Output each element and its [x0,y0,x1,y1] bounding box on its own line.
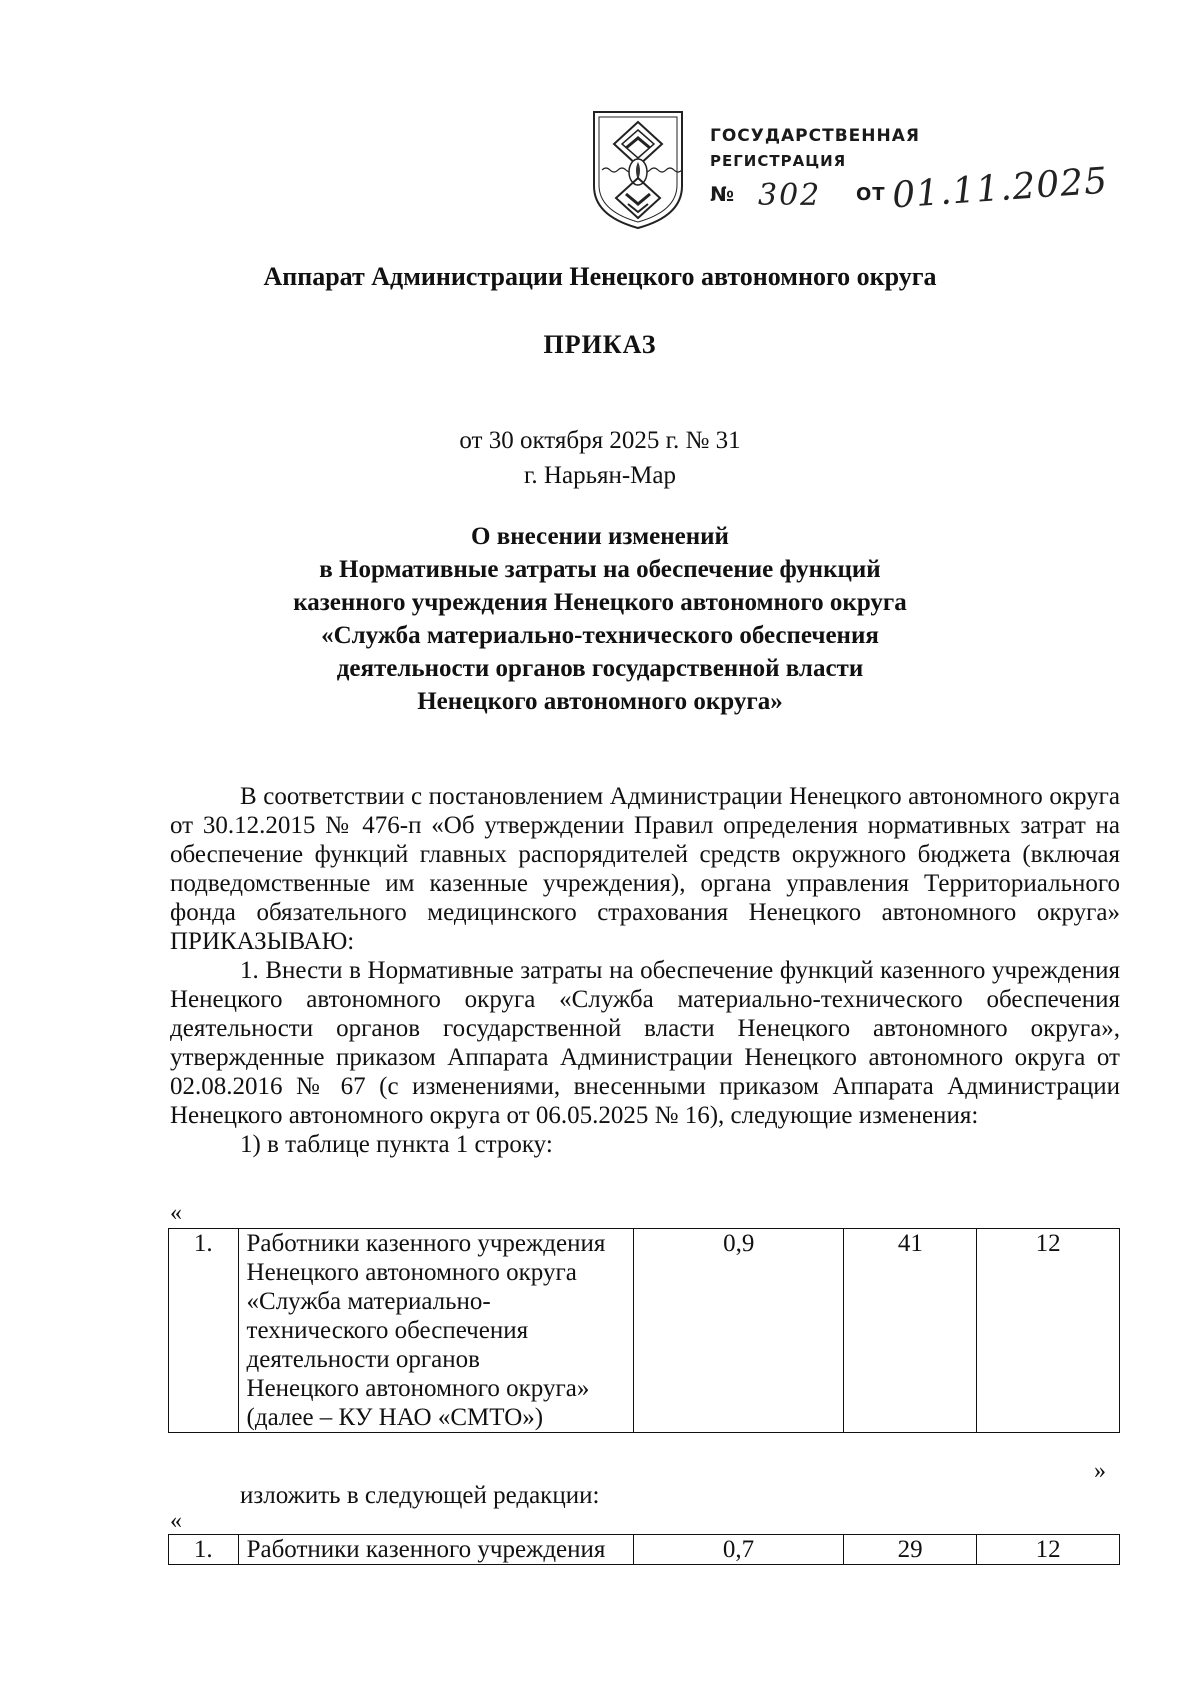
row-name-line: Ненецкого автономного округа» [246,1375,590,1402]
quote-open-mark: « [170,1200,182,1226]
row-value-b: 41 [844,1229,977,1433]
stamp-handwritten-date: 01.11.2025 [890,160,1110,217]
title-line: О внесении изменений [471,523,729,550]
title-line: «Служба материально-технического обеспечения [321,622,879,649]
izlozhit-text: изложить в следующей редакции: [240,1482,600,1509]
subclause-1: 1) в таблице пункта 1 строку: [240,1131,553,1158]
clause-1-paragraph: 1. Внести в Нормативные затраты на обеспечение функций казенного учреждения Ненецкого автономного округа «Служба материально-технического обеспечения деятельности органов государственной власти Ненецкого автономного округа», утвержденные приказом Аппарата Администрации Ненецкого автономного округа от 02.08.2016 № 67 (с изменениями, внесенными приказом Аппарата Администрации Ненецкого автономного округа от 06.05.2025 № 16), следующие изменения: [170,957,1120,1129]
stamp-registration-number: 302 [758,178,822,213]
row-name-line: Работники казенного учреждения [246,1230,606,1257]
quote-open-mark: « [170,1508,182,1534]
stamp-title-line1: ГОСУДАРСТВЕННАЯ [710,126,920,146]
row-value-c: 12 [977,1229,1120,1433]
stamp-ot-label: ОТ [856,184,886,205]
document-type: ПРИКАЗ [543,330,657,359]
row-name-line: «Служба материально- [246,1288,491,1315]
row-value-a: 0,9 [634,1229,844,1433]
title-line: в Нормативные затраты на обеспечение функций [319,556,881,583]
table-row [169,1535,1120,1565]
order-city: г. Нарьян-Мар [523,462,676,489]
table-row [169,1229,1120,1433]
title-line: деятельности органов государственной власти [336,655,864,682]
row-name [238,1229,634,1433]
row-name-line: (далее – КУ НАО «СМТО») [246,1404,544,1431]
row-number: 1. [169,1229,239,1433]
row-name-line: технического обеспечения [246,1317,529,1344]
row-name-line: деятельности органов [246,1346,480,1373]
preamble-paragraph: В соответствии с постановлением Администрации Ненецкого автономного округа от 30.12.2015 № 476-п «Об утверждении Правил определения нормативных затрат на обеспечение функций главных распорядителей средств окружного бюджета (включая подведомственные им казенные учреждения), органа управления Территориального фонда обязательного медицинского страхования Ненецкого автономного округа» ПРИКАЗЫВАЮ: [170,783,1120,955]
title-line: казенного учреждения Ненецкого автономного округа [293,589,907,616]
row-number: 1. [169,1535,239,1565]
row-value-c: 12 [977,1535,1120,1565]
registration-stamp [710,126,1110,217]
order-title [0,520,1200,718]
row-name-line: Ненецкого автономного округа [246,1259,577,1286]
stamp-number-sign: № [710,182,736,206]
table-old-row [168,1228,1120,1433]
row-name: Работники казенного учреждения [238,1535,633,1565]
order-date-number: от 30 октября 2025 г. № 31 [459,427,741,454]
row-value-a: 0,7 [633,1535,843,1565]
coat-of-arms-emblem [590,108,686,232]
stamp-title-line2: РЕГИСТРАЦИЯ [710,152,847,170]
title-line: Ненецкого автономного округа» [417,688,783,715]
organization-heading: Аппарат Администрации Ненецкого автономного округа [263,262,937,291]
table-new-row [168,1534,1120,1565]
order-body [170,782,1120,1159]
row-value-b: 29 [844,1535,977,1565]
quote-close-mark: » [1094,1458,1106,1484]
